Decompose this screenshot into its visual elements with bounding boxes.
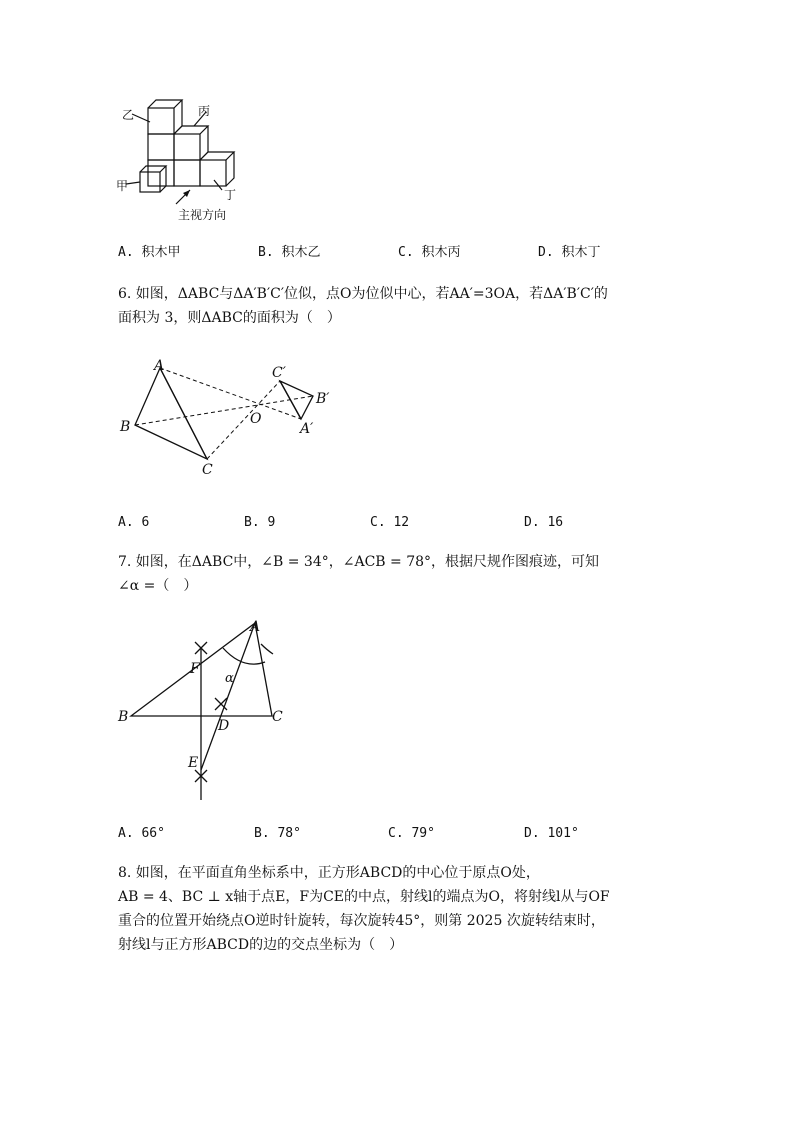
q5-option-b: B. 积木乙 <box>258 245 321 260</box>
q7-label-F: F <box>190 661 200 677</box>
q6-stem-line2: 面积为 3，则ΔABC的面积为（ ） <box>118 310 341 326</box>
q6-option-a: A. 6 <box>118 515 150 530</box>
q8-stem-line2: AB = 4、BC ⊥ x轴于点E，F为CE的中点，射线l的端点为O，将射线l从与OF <box>118 889 610 905</box>
q7-label-B: B <box>118 709 129 725</box>
label-jia: 甲 <box>116 179 129 193</box>
q7-label-D: D <box>218 718 230 734</box>
label-yi: 乙 <box>122 108 135 122</box>
q8-stem-line1: 8. 如图，在平面直角坐标系中，正方形ABCD的中心位于原点O处， <box>118 865 540 881</box>
q6-option-c: C. 12 <box>370 515 410 530</box>
q7-label-E: E <box>188 755 199 771</box>
q6-option-d: D. 16 <box>524 515 564 530</box>
q6-label-C: C <box>202 462 213 478</box>
q5-option-c: C. 积木丙 <box>398 245 461 260</box>
q7-stem-line1: 7. 如图，在ΔABC中，∠B = 34°，∠ACB = 78°，根据尺规作图痕迹，可知 <box>118 554 600 570</box>
q6-label-C1: C′ <box>272 365 286 381</box>
q7-label-alpha: α <box>225 671 234 686</box>
q8-stem-line3: 重合的位置开始绕点O逆时针旋转，每次旋转45°，则第 2025 次旋转结束时， <box>118 913 605 929</box>
q5-option-d: D. 积木丁 <box>538 245 601 260</box>
q6-stem-line1: 6. 如图，ΔABC与ΔA′B′C′位似，点O为位似中心，若AA′=3OA，若ΔA′B′C′的 <box>118 286 608 302</box>
compass-construction-figure <box>115 610 295 805</box>
q6-label-A1: A′ <box>300 421 314 437</box>
label-bing: 丙 <box>198 104 211 118</box>
q6-label-B: B <box>120 419 131 435</box>
q7-option-b: B. 78° <box>254 826 301 841</box>
q7-label-C: C <box>272 709 283 725</box>
q5-option-a: A. 积木甲 <box>118 245 181 260</box>
q6-label-O: O <box>250 411 262 427</box>
q6-label-A: A <box>154 358 165 374</box>
q7-option-d: D. 101° <box>524 826 579 841</box>
label-direction: 主视方向 <box>178 208 227 222</box>
q6-option-b: B. 9 <box>244 515 276 530</box>
q7-option-c: C. 79° <box>388 826 435 841</box>
q7-stem-line2: ∠α =（ ） <box>118 578 198 594</box>
label-ding: 丁 <box>224 188 237 202</box>
q7-option-a: A. 66° <box>118 826 165 841</box>
homothety-figure <box>115 355 355 480</box>
q6-label-B1: B′ <box>316 391 330 407</box>
q8-stem-line4: 射线l与正方形ABCD的边的交点坐标为（ ） <box>118 937 404 953</box>
q7-label-A: A <box>250 619 261 635</box>
